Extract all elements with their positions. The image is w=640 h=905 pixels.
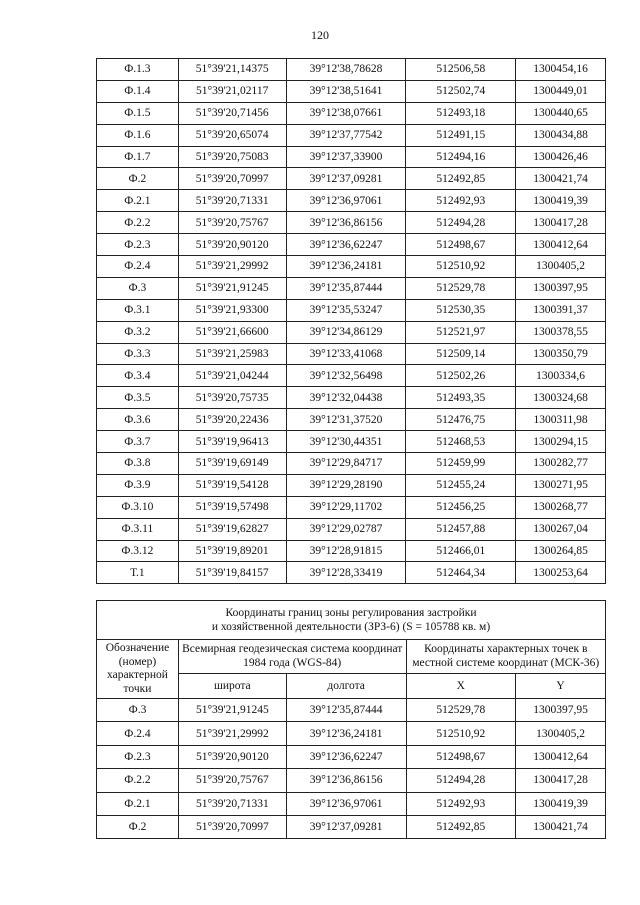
y-cell: 1300264,85 [516, 540, 606, 562]
point-cell: Ф.2.2 [97, 769, 179, 792]
point-cell: Ф.3.4 [97, 365, 179, 387]
y-cell: 1300268,77 [516, 496, 606, 518]
longitude-cell: 39°12'36,86156 [286, 212, 406, 234]
y-cell: 1300454,16 [516, 59, 606, 81]
longitude-cell: 39°12'38,78628 [286, 59, 406, 81]
latitude-cell: 51°39'19,62827 [178, 518, 286, 540]
latitude-cell: 51°39'19,89201 [178, 540, 286, 562]
longitude-cell: 39°12'29,28190 [286, 474, 406, 496]
y-cell: 1300282,77 [516, 453, 606, 475]
table-row [97, 409, 606, 431]
x-cell: 512502,74 [406, 80, 516, 102]
x-cell: 512492,85 [406, 815, 516, 838]
x-cell: 512529,78 [406, 277, 516, 299]
table-row [97, 277, 606, 299]
table-row [97, 234, 606, 256]
latitude-cell: 51°39'20,71331 [178, 792, 286, 815]
point-cell: Ф.3.8 [97, 453, 179, 475]
y-cell: 1300350,79 [516, 343, 606, 365]
latitude-cell: 51°39'21,29992 [178, 256, 286, 278]
x-cell: 512498,67 [406, 234, 516, 256]
x-cell: 512492,93 [406, 792, 516, 815]
y-cell: 1300412,64 [516, 234, 606, 256]
table-row [97, 722, 606, 745]
table-row [97, 102, 606, 124]
latitude-cell: 51°39'21,04244 [178, 365, 286, 387]
table-row [97, 168, 606, 190]
latitude-cell: 51°39'20,90120 [178, 745, 286, 768]
x-cell: 512456,25 [406, 496, 516, 518]
longitude-cell: 39°12'36,97061 [286, 792, 406, 815]
table-row [97, 540, 606, 562]
latitude-cell: 51°39'19,54128 [178, 474, 286, 496]
y-cell: 1300405,2 [516, 256, 606, 278]
x-cell: 512492,85 [406, 168, 516, 190]
point-cell: Ф.3.7 [97, 431, 179, 453]
point-designation-header: Обозначение (номер) характерной точки [97, 640, 179, 699]
x-cell: 512468,53 [406, 431, 516, 453]
longitude-cell: 39°12'28,91815 [286, 540, 406, 562]
x-cell: 512509,14 [406, 343, 516, 365]
table-row [97, 299, 606, 321]
latitude-cell: 51°39'20,70997 [178, 168, 286, 190]
point-cell: Ф.3 [97, 277, 179, 299]
table-row [97, 343, 606, 365]
latitude-header: широта [178, 674, 286, 699]
x-cell: 512457,88 [406, 518, 516, 540]
latitude-cell: 51°39'21,91245 [178, 277, 286, 299]
x-cell: 512459,99 [406, 453, 516, 475]
point-cell: Ф.3.5 [97, 387, 179, 409]
y-cell: 1300417,28 [516, 769, 606, 792]
longitude-cell: 39°12'32,04438 [286, 387, 406, 409]
table-row [97, 815, 606, 838]
latitude-cell: 51°39'19,57498 [178, 496, 286, 518]
y-cell: 1300294,15 [516, 431, 606, 453]
point-cell: Ф.3.6 [97, 409, 179, 431]
longitude-cell: 39°12'37,33900 [286, 146, 406, 168]
point-cell: Ф.2.1 [97, 792, 179, 815]
x-cell: 512506,58 [406, 59, 516, 81]
latitude-cell: 51°39'20,75083 [178, 146, 286, 168]
longitude-cell: 39°12'32,56498 [286, 365, 406, 387]
x-header: X [406, 674, 516, 699]
point-cell: Ф.2.1 [97, 190, 179, 212]
y-cell: 1300267,04 [516, 518, 606, 540]
table-row [97, 59, 606, 81]
x-cell: 512530,35 [406, 299, 516, 321]
y-cell: 1300426,46 [516, 146, 606, 168]
x-cell: 512464,34 [406, 562, 516, 584]
longitude-cell: 39°12'37,77542 [286, 124, 406, 146]
point-cell: Ф.3.1 [97, 299, 179, 321]
longitude-cell: 39°12'36,86156 [286, 769, 406, 792]
y-cell: 1300334,6 [516, 365, 606, 387]
y-cell: 1300324,68 [516, 387, 606, 409]
x-cell: 512529,78 [406, 699, 516, 722]
latitude-cell: 51°39'19,96413 [178, 431, 286, 453]
table-row [97, 769, 606, 792]
longitude-cell: 39°12'36,62247 [286, 234, 406, 256]
x-cell: 512494,28 [406, 769, 516, 792]
y-cell: 1300449,01 [516, 80, 606, 102]
point-cell: Ф.3.3 [97, 343, 179, 365]
latitude-cell: 51°39'21,29992 [178, 722, 286, 745]
x-cell: 512494,16 [406, 146, 516, 168]
point-cell: Ф.2.4 [97, 256, 179, 278]
table-row [97, 518, 606, 540]
longitude-cell: 39°12'35,87444 [286, 699, 406, 722]
y-cell: 1300417,28 [516, 212, 606, 234]
x-cell: 512455,24 [406, 474, 516, 496]
y-cell: 1300397,95 [516, 699, 606, 722]
x-cell: 512510,92 [406, 722, 516, 745]
longitude-cell: 39°12'28,33419 [286, 562, 406, 584]
table-row [97, 321, 606, 343]
point-cell: Т.1 [97, 562, 179, 584]
point-cell: Ф.1.7 [97, 146, 179, 168]
table-title [97, 601, 606, 640]
coordinates-table-continued [96, 58, 606, 584]
latitude-cell: 51°39'20,75767 [178, 769, 286, 792]
latitude-cell: 51°39'20,70997 [178, 815, 286, 838]
point-cell: Ф.2.3 [97, 234, 179, 256]
point-cell: Ф.3.10 [97, 496, 179, 518]
table-row [97, 124, 606, 146]
point-cell: Ф.3.11 [97, 518, 179, 540]
latitude-cell: 51°39'20,75735 [178, 387, 286, 409]
point-cell: Ф.3.2 [97, 321, 179, 343]
y-cell: 1300253,64 [516, 562, 606, 584]
longitude-cell: 39°12'35,53247 [286, 299, 406, 321]
table-row [97, 190, 606, 212]
table-row [97, 387, 606, 409]
y-cell: 1300378,55 [516, 321, 606, 343]
table-title-line2: и хозяйственной деятельности (ЗРЗ-6) (S = 105788 кв. м) [211, 621, 491, 633]
longitude-cell: 39°12'37,09281 [286, 168, 406, 190]
point-cell: Ф.1.4 [97, 80, 179, 102]
latitude-cell: 51°39'21,93300 [178, 299, 286, 321]
point-cell: Ф.3.9 [97, 474, 179, 496]
table-row [97, 496, 606, 518]
x-cell: 512492,93 [406, 190, 516, 212]
x-cell: 512498,67 [406, 745, 516, 768]
y-cell: 1300405,2 [516, 722, 606, 745]
table-row [97, 80, 606, 102]
longitude-cell: 39°12'30,44351 [286, 431, 406, 453]
table-row [97, 212, 606, 234]
x-cell: 512466,01 [406, 540, 516, 562]
point-cell: Ф.3.12 [97, 540, 179, 562]
longitude-cell: 39°12'29,84717 [286, 453, 406, 475]
table-row [97, 146, 606, 168]
longitude-cell: 39°12'29,11702 [286, 496, 406, 518]
latitude-cell: 51°39'21,66600 [178, 321, 286, 343]
latitude-cell: 51°39'20,65074 [178, 124, 286, 146]
latitude-cell: 51°39'21,25983 [178, 343, 286, 365]
point-cell: Ф.3 [97, 699, 179, 722]
point-cell: Ф.1.5 [97, 102, 179, 124]
y-cell: 1300421,74 [516, 815, 606, 838]
table-row [97, 745, 606, 768]
x-cell: 512510,92 [406, 256, 516, 278]
y-cell: 1300397,95 [516, 277, 606, 299]
table-row [97, 453, 606, 475]
table-row [97, 431, 606, 453]
point-cell: Ф.1.6 [97, 124, 179, 146]
y-cell: 1300311,98 [516, 409, 606, 431]
longitude-cell: 39°12'36,62247 [286, 745, 406, 768]
table-title-line1: Координаты границ зоны регулирования застройки [225, 607, 477, 619]
latitude-cell: 51°39'19,69149 [178, 453, 286, 475]
longitude-cell: 39°12'36,97061 [286, 190, 406, 212]
wgs84-header: Всемирная геодезическая система координат 1984 года (WGS-84) [178, 640, 406, 674]
longitude-cell: 39°12'38,51641 [286, 80, 406, 102]
longitude-cell: 39°12'29,02787 [286, 518, 406, 540]
y-cell: 1300440,65 [516, 102, 606, 124]
latitude-cell: 51°39'20,90120 [178, 234, 286, 256]
y-cell: 1300391,37 [516, 299, 606, 321]
zrz6-coordinates-table [96, 600, 606, 839]
longitude-cell: 39°12'31,37520 [286, 409, 406, 431]
x-cell: 512493,35 [406, 387, 516, 409]
longitude-header: долгота [286, 674, 406, 699]
x-cell: 512493,18 [406, 102, 516, 124]
latitude-cell: 51°39'20,71456 [178, 102, 286, 124]
latitude-cell: 51°39'21,91245 [178, 699, 286, 722]
page-number: 120 [311, 28, 329, 42]
x-cell: 512491,15 [406, 124, 516, 146]
longitude-cell: 39°12'34,86129 [286, 321, 406, 343]
y-header: Y [516, 674, 606, 699]
y-cell: 1300434,88 [516, 124, 606, 146]
longitude-cell: 39°12'37,09281 [286, 815, 406, 838]
table-row [97, 365, 606, 387]
y-cell: 1300419,39 [516, 792, 606, 815]
y-cell: 1300412,64 [516, 745, 606, 768]
y-cell: 1300421,74 [516, 168, 606, 190]
longitude-cell: 39°12'35,87444 [286, 277, 406, 299]
longitude-cell: 39°12'36,24181 [286, 256, 406, 278]
table-row [97, 699, 606, 722]
longitude-cell: 39°12'36,24181 [286, 722, 406, 745]
x-cell: 512502,26 [406, 365, 516, 387]
point-cell: Ф.2 [97, 168, 179, 190]
table-row [97, 562, 606, 584]
longitude-cell: 39°12'38,07661 [286, 102, 406, 124]
table-row [97, 474, 606, 496]
msk36-header: Координаты характерных точек в местной системе координат (МСК-36) [406, 640, 606, 674]
point-cell: Ф.2.4 [97, 722, 179, 745]
latitude-cell: 51°39'20,71331 [178, 190, 286, 212]
point-cell: Ф.2 [97, 815, 179, 838]
point-cell: Ф.2.3 [97, 745, 179, 768]
latitude-cell: 51°39'20,75767 [178, 212, 286, 234]
x-cell: 512494,28 [406, 212, 516, 234]
table-row [97, 256, 606, 278]
point-cell: Ф.1.3 [97, 59, 179, 81]
latitude-cell: 51°39'19,84157 [178, 562, 286, 584]
table-row [97, 792, 606, 815]
y-cell: 1300419,39 [516, 190, 606, 212]
latitude-cell: 51°39'21,02117 [178, 80, 286, 102]
longitude-cell: 39°12'33,41068 [286, 343, 406, 365]
y-cell: 1300271,95 [516, 474, 606, 496]
x-cell: 512521,97 [406, 321, 516, 343]
latitude-cell: 51°39'21,14375 [178, 59, 286, 81]
x-cell: 512476,75 [406, 409, 516, 431]
point-cell: Ф.2.2 [97, 212, 179, 234]
latitude-cell: 51°39'20,22436 [178, 409, 286, 431]
